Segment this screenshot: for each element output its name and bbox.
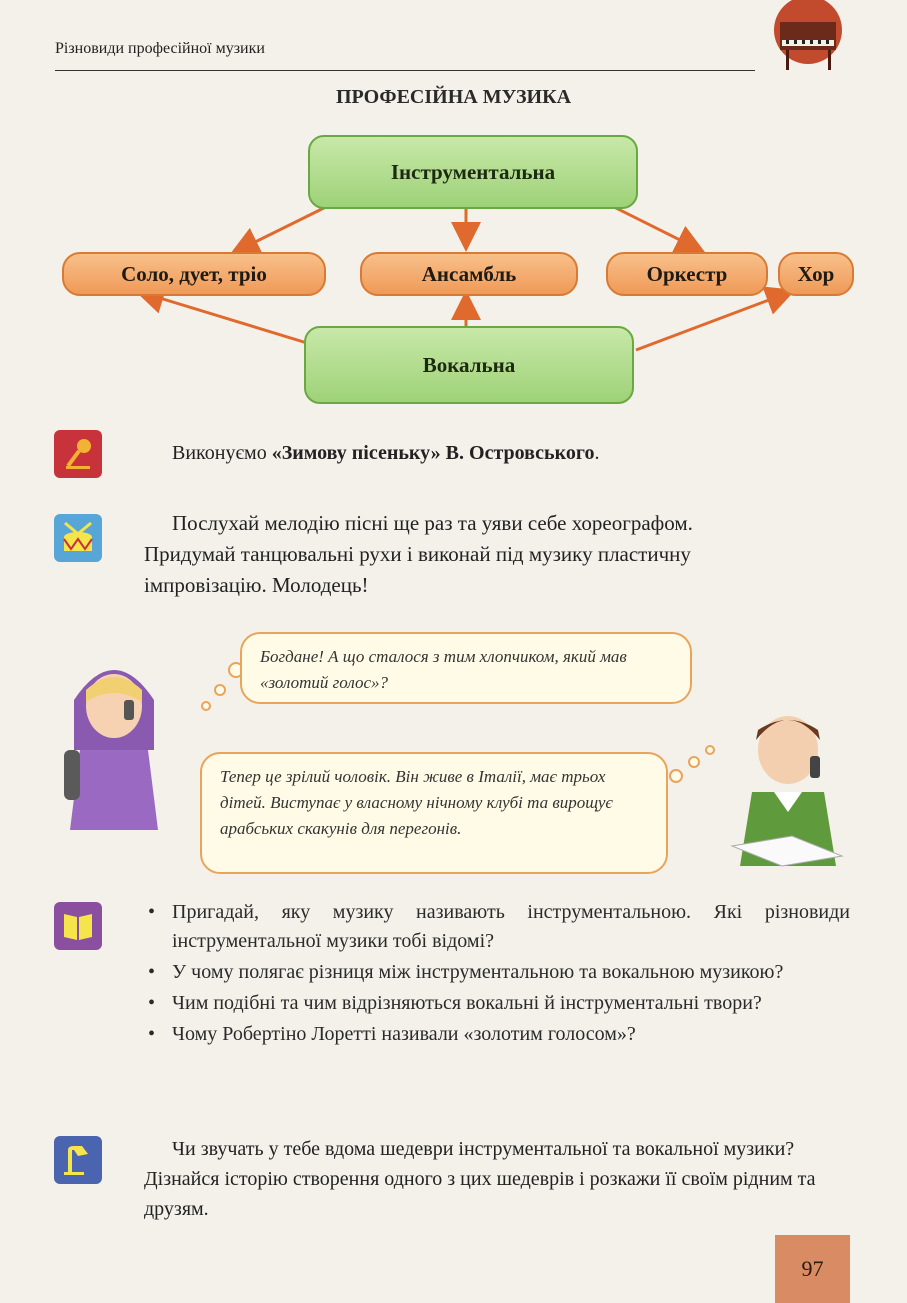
node-ensemble: Ансамбль [360, 252, 578, 296]
question-item: • Пригадай, яку музику називають інструментальною. Які різновиди інструментальної музики тобі відомі? [144, 898, 850, 956]
page-number: 97 [775, 1235, 850, 1303]
node-solo-duet-trio: Соло, дует, тріо [62, 252, 326, 296]
sing-task: Виконуємо «Зимову пісеньку» В. Островського. [172, 442, 600, 464]
dance-task: Послухай мелодію пісні ще раз та уяви себе хореографом. Придумай танцювальні рухи і виконай під музику пластичну імпровізацію. Молодець! [144, 511, 693, 597]
questions-list [144, 898, 850, 1051]
drum-icon [54, 514, 102, 562]
girl-illustration [54, 640, 174, 840]
girl-speech-bubble: Богдане! А що сталося з тим хлопчиком, який мав «золотий голос»? [240, 632, 692, 704]
node-choir: Хор [778, 252, 854, 296]
boy-illustration [722, 696, 852, 871]
question-item: • У чому полягає різниця між інструментальною та вокальною музикою? [144, 958, 850, 987]
book-icon [54, 902, 102, 950]
question-item: • Чим подібні та чим відрізняються вокальні й інструментальні твори? [144, 989, 850, 1018]
node-vocal: Вокальна [304, 326, 634, 404]
node-instrumental: Інструментальна [308, 135, 638, 209]
lamp-icon [54, 1136, 102, 1184]
question-item: • Чому Робертіно Лоретті називали «золотим голосом»? [144, 1020, 850, 1049]
microphone-icon [54, 430, 102, 478]
boy-speech-bubble: Тепер це зрілий чоловік. Він живе в Італії, має трьох дітей. Виступає у власному нічному клубі та вирощує арабських скакунів для перегонів. [200, 752, 668, 874]
boy-thought-dots [666, 740, 722, 790]
diagram-title: ПРОФЕСІЙНА МУЗИКА [335, 86, 572, 108]
section-title: Різновиди професійної музики [55, 40, 265, 57]
homework-task: Чи звучать у тебе вдома шедеври інструментальної та вокальної музики? Дізнайся історію створення одного з цих шедеврів і розкажи її своїм рідним та друзям. [144, 1138, 816, 1220]
girl-thought-dots [196, 660, 246, 716]
node-orchestra: Оркестр [606, 252, 768, 296]
